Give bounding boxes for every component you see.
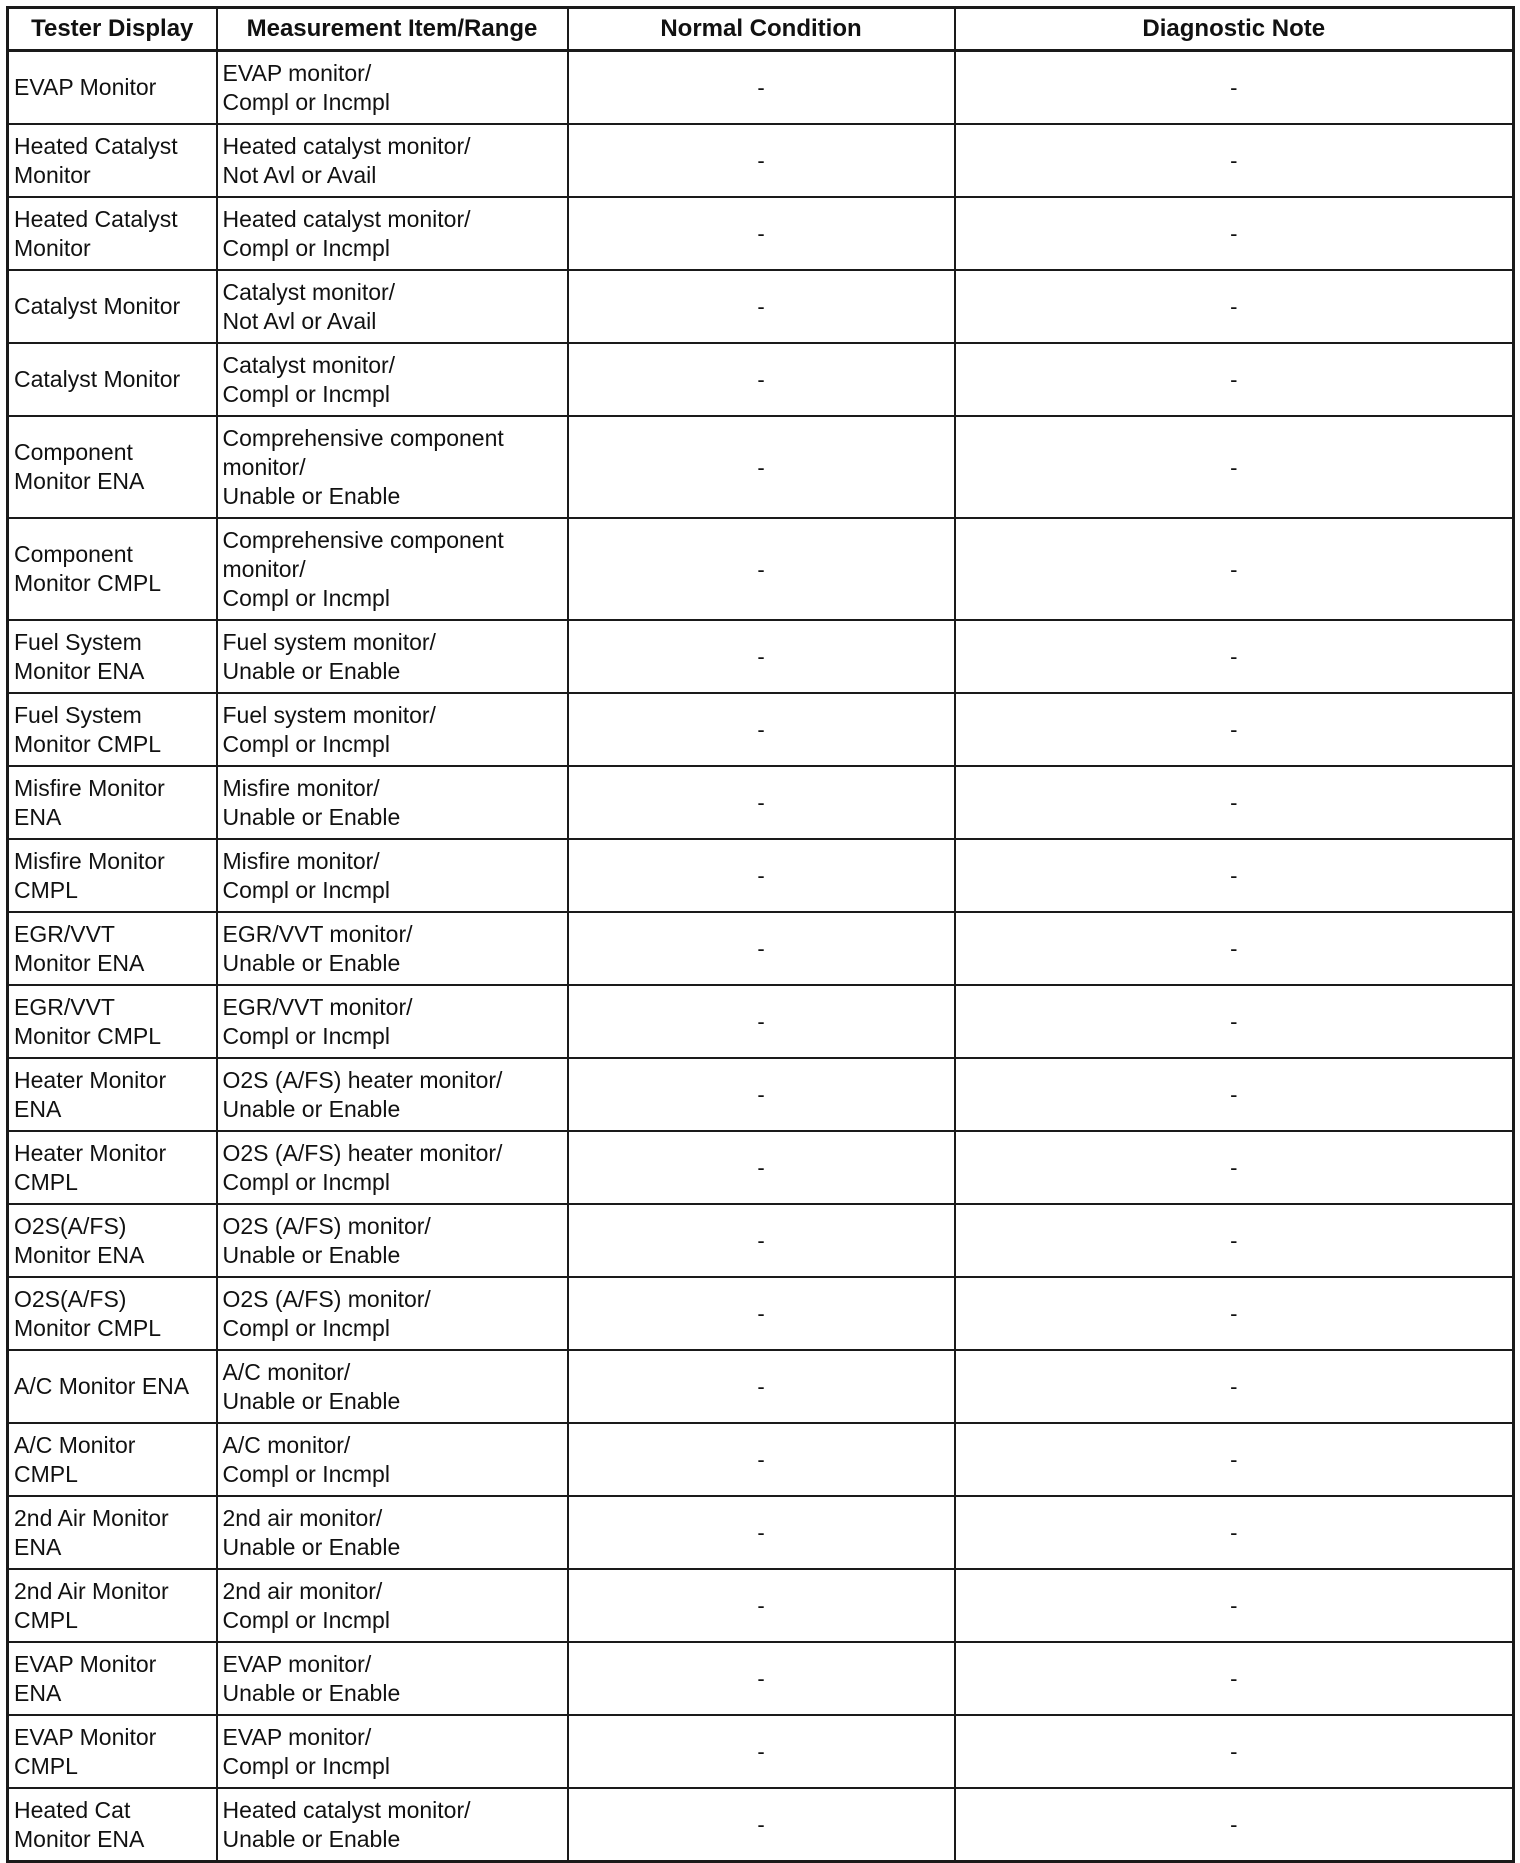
cell-diagnostic-note: - <box>955 985 1514 1058</box>
cell-measurement-item: Comprehensive component monitor/ Compl or Incmpl <box>217 518 568 620</box>
cell-tester-display: EVAP Monitor CMPL <box>8 1715 217 1788</box>
table-row <box>8 1423 1514 1496</box>
cell-diagnostic-note: - <box>955 416 1514 518</box>
table-row <box>8 1642 1514 1715</box>
cell-tester-display: A/C Monitor ENA <box>8 1350 217 1423</box>
cell-tester-display: 2nd Air Monitor CMPL <box>8 1569 217 1642</box>
cell-tester-display: Component Monitor CMPL <box>8 518 217 620</box>
cell-tester-display: Heated Cat Monitor ENA <box>8 1788 217 1862</box>
table-row <box>8 270 1514 343</box>
cell-tester-display: EVAP Monitor <box>8 51 217 125</box>
cell-tester-display: EGR/VVT Monitor CMPL <box>8 985 217 1058</box>
header-tester-display: Tester Display <box>8 8 217 51</box>
cell-measurement-item: O2S (A/FS) heater monitor/ Compl or Incmpl <box>217 1131 568 1204</box>
cell-measurement-item: EVAP monitor/ Compl or Incmpl <box>217 1715 568 1788</box>
table-row <box>8 693 1514 766</box>
cell-normal-condition: - <box>568 1642 955 1715</box>
cell-normal-condition: - <box>568 620 955 693</box>
cell-tester-display: A/C Monitor CMPL <box>8 1423 217 1496</box>
table-row <box>8 518 1514 620</box>
table-row <box>8 766 1514 839</box>
table-row <box>8 1569 1514 1642</box>
cell-diagnostic-note: - <box>955 1204 1514 1277</box>
header-diagnostic-note: Diagnostic Note <box>955 8 1514 51</box>
cell-measurement-item: A/C monitor/ Unable or Enable <box>217 1350 568 1423</box>
cell-normal-condition: - <box>568 416 955 518</box>
monitor-status-table <box>6 6 1515 1863</box>
cell-diagnostic-note: - <box>955 51 1514 125</box>
cell-normal-condition: - <box>568 518 955 620</box>
table-row <box>8 197 1514 270</box>
cell-diagnostic-note: - <box>955 1058 1514 1131</box>
cell-measurement-item: Misfire monitor/ Compl or Incmpl <box>217 839 568 912</box>
cell-diagnostic-note: - <box>955 1642 1514 1715</box>
cell-measurement-item: Misfire monitor/ Unable or Enable <box>217 766 568 839</box>
cell-measurement-item: EGR/VVT monitor/ Unable or Enable <box>217 912 568 985</box>
cell-measurement-item: O2S (A/FS) monitor/ Unable or Enable <box>217 1204 568 1277</box>
cell-diagnostic-note: - <box>955 343 1514 416</box>
cell-measurement-item: Fuel system monitor/ Unable or Enable <box>217 620 568 693</box>
cell-measurement-item: Catalyst monitor/ Compl or Incmpl <box>217 343 568 416</box>
table-row <box>8 839 1514 912</box>
cell-diagnostic-note: - <box>955 1277 1514 1350</box>
table-body <box>8 51 1514 1862</box>
header-normal-condition: Normal Condition <box>568 8 955 51</box>
cell-normal-condition: - <box>568 1131 955 1204</box>
cell-normal-condition: - <box>568 124 955 197</box>
cell-measurement-item: 2nd air monitor/ Unable or Enable <box>217 1496 568 1569</box>
cell-diagnostic-note: - <box>955 1788 1514 1862</box>
cell-diagnostic-note: - <box>955 270 1514 343</box>
table-header-row <box>8 8 1514 51</box>
cell-diagnostic-note: - <box>955 1715 1514 1788</box>
cell-tester-display: Heater Monitor CMPL <box>8 1131 217 1204</box>
cell-diagnostic-note: - <box>955 1131 1514 1204</box>
cell-tester-display: Fuel System Monitor ENA <box>8 620 217 693</box>
cell-normal-condition: - <box>568 197 955 270</box>
cell-tester-display: O2S(A/FS) Monitor ENA <box>8 1204 217 1277</box>
cell-measurement-item: Fuel system monitor/ Compl or Incmpl <box>217 693 568 766</box>
cell-diagnostic-note: - <box>955 693 1514 766</box>
cell-tester-display: Fuel System Monitor CMPL <box>8 693 217 766</box>
cell-measurement-item: Heated catalyst monitor/ Unable or Enable <box>217 1788 568 1862</box>
cell-normal-condition: - <box>568 839 955 912</box>
cell-normal-condition: - <box>568 1569 955 1642</box>
table-row <box>8 1058 1514 1131</box>
table-row <box>8 1277 1514 1350</box>
cell-measurement-item: EGR/VVT monitor/ Compl or Incmpl <box>217 985 568 1058</box>
cell-tester-display: Heater Monitor ENA <box>8 1058 217 1131</box>
cell-measurement-item: EVAP monitor/ Compl or Incmpl <box>217 51 568 125</box>
cell-normal-condition: - <box>568 766 955 839</box>
cell-diagnostic-note: - <box>955 518 1514 620</box>
cell-diagnostic-note: - <box>955 912 1514 985</box>
cell-tester-display: Heated Catalyst Monitor <box>8 197 217 270</box>
cell-diagnostic-note: - <box>955 839 1514 912</box>
cell-tester-display: Component Monitor ENA <box>8 416 217 518</box>
cell-normal-condition: - <box>568 1423 955 1496</box>
table-row <box>8 985 1514 1058</box>
cell-measurement-item: Catalyst monitor/ Not Avl or Avail <box>217 270 568 343</box>
table-row <box>8 1788 1514 1862</box>
table-row <box>8 124 1514 197</box>
cell-tester-display: Misfire Monitor CMPL <box>8 839 217 912</box>
cell-measurement-item: EVAP monitor/ Unable or Enable <box>217 1642 568 1715</box>
cell-measurement-item: A/C monitor/ Compl or Incmpl <box>217 1423 568 1496</box>
table-row <box>8 620 1514 693</box>
cell-normal-condition: - <box>568 1204 955 1277</box>
cell-tester-display: Catalyst Monitor <box>8 343 217 416</box>
cell-tester-display: EVAP Monitor ENA <box>8 1642 217 1715</box>
cell-measurement-item: O2S (A/FS) monitor/ Compl or Incmpl <box>217 1277 568 1350</box>
cell-normal-condition: - <box>568 1496 955 1569</box>
cell-normal-condition: - <box>568 1277 955 1350</box>
cell-tester-display: O2S(A/FS) Monitor CMPL <box>8 1277 217 1350</box>
cell-normal-condition: - <box>568 270 955 343</box>
cell-measurement-item: Heated catalyst monitor/ Not Avl or Avail <box>217 124 568 197</box>
cell-normal-condition: - <box>568 912 955 985</box>
cell-normal-condition: - <box>568 985 955 1058</box>
cell-diagnostic-note: - <box>955 197 1514 270</box>
cell-measurement-item: Comprehensive component monitor/ Unable or Enable <box>217 416 568 518</box>
cell-diagnostic-note: - <box>955 620 1514 693</box>
cell-diagnostic-note: - <box>955 766 1514 839</box>
table-row <box>8 1350 1514 1423</box>
table-row <box>8 1131 1514 1204</box>
cell-diagnostic-note: - <box>955 1569 1514 1642</box>
cell-diagnostic-note: - <box>955 1496 1514 1569</box>
cell-tester-display: Heated Catalyst Monitor <box>8 124 217 197</box>
table-row <box>8 416 1514 518</box>
cell-measurement-item: 2nd air monitor/ Compl or Incmpl <box>217 1569 568 1642</box>
cell-diagnostic-note: - <box>955 1350 1514 1423</box>
table-row <box>8 912 1514 985</box>
cell-normal-condition: - <box>568 1788 955 1862</box>
table-row <box>8 343 1514 416</box>
cell-normal-condition: - <box>568 1350 955 1423</box>
cell-tester-display: EGR/VVT Monitor ENA <box>8 912 217 985</box>
table-row <box>8 51 1514 125</box>
table-row <box>8 1496 1514 1569</box>
cell-diagnostic-note: - <box>955 124 1514 197</box>
cell-measurement-item: Heated catalyst monitor/ Compl or Incmpl <box>217 197 568 270</box>
cell-tester-display: Catalyst Monitor <box>8 270 217 343</box>
cell-normal-condition: - <box>568 343 955 416</box>
cell-diagnostic-note: - <box>955 1423 1514 1496</box>
cell-tester-display: 2nd Air Monitor ENA <box>8 1496 217 1569</box>
cell-normal-condition: - <box>568 1715 955 1788</box>
header-measurement-item: Measurement Item/Range <box>217 8 568 51</box>
cell-tester-display: Misfire Monitor ENA <box>8 766 217 839</box>
cell-normal-condition: - <box>568 51 955 125</box>
cell-normal-condition: - <box>568 693 955 766</box>
table-row <box>8 1204 1514 1277</box>
cell-normal-condition: - <box>568 1058 955 1131</box>
table-row <box>8 1715 1514 1788</box>
cell-measurement-item: O2S (A/FS) heater monitor/ Unable or Enable <box>217 1058 568 1131</box>
